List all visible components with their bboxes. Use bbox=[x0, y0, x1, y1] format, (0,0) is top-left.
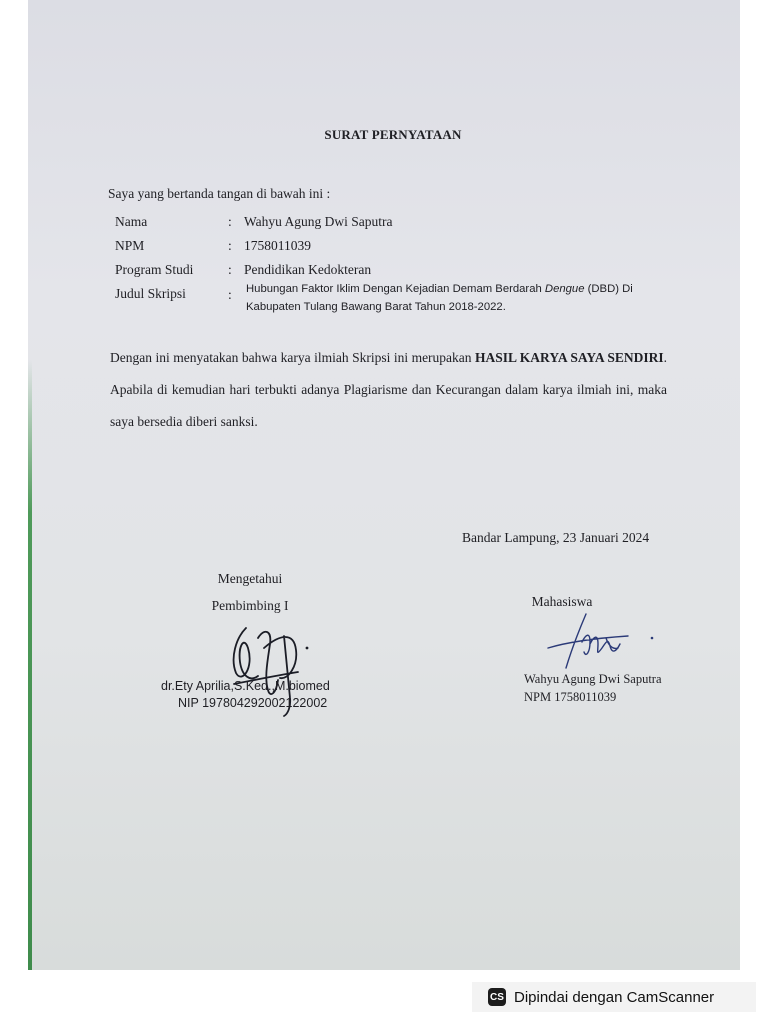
place-date: Bandar Lampung, 23 Januari 2024 bbox=[462, 530, 650, 545]
student-heading: Mahasiswa bbox=[531, 594, 593, 609]
statement-bold: HASIL KARYA SAYA SENDIRI bbox=[475, 350, 664, 365]
judul-text-part2: (DBD) Di Kabupaten Tulang Bawang Barat Tahun 2018-2022. bbox=[246, 283, 633, 313]
camscanner-logo-icon: CS bbox=[488, 988, 506, 1006]
camscanner-label: Dipindai dengan CamScanner bbox=[514, 988, 715, 1006]
camscanner-watermark bbox=[472, 982, 756, 1012]
field-value-npm: 1758011039 bbox=[244, 238, 311, 253]
page-edge-shadow bbox=[28, 360, 32, 970]
field-colon: : bbox=[228, 262, 232, 277]
supervisor-heading-pembimbing: Pembimbing I bbox=[211, 598, 289, 613]
field-colon: : bbox=[228, 238, 232, 253]
field-label-program-studi: Program Studi bbox=[115, 262, 194, 277]
field-value-judul-skripsi bbox=[246, 280, 676, 316]
field-label-nama: Nama bbox=[115, 214, 148, 229]
field-label-judul-skripsi: Judul Skripsi bbox=[115, 286, 186, 301]
statement-part2: . Apabila di kemudian hari terbukti adanya Plagiarisme dan Kecurangan dalam karya ilmiah ini, maka saya bersedia diberi sanksi. bbox=[110, 350, 667, 429]
judul-text-part1: Hubungan Faktor Iklim Dengan Kejadian Demam Berdarah bbox=[246, 283, 545, 295]
supervisor-nip: NIP 197804292002122002 bbox=[178, 696, 328, 710]
student-signature bbox=[542, 608, 662, 678]
field-label-npm: NPM bbox=[115, 238, 145, 253]
field-colon: : bbox=[228, 287, 232, 302]
supervisor-heading-mengetahui: Mengetahui bbox=[217, 571, 283, 586]
judul-text-italic: Dengue bbox=[544, 283, 585, 295]
supervisor-name: dr.Ety Aprilia,S.Ked.,M.biomed bbox=[161, 679, 330, 693]
intro-text: Saya yang bertanda tangan di bawah ini : bbox=[108, 186, 331, 201]
statement-paragraph bbox=[110, 342, 667, 438]
field-value-program-studi: Pendidikan Kedokteran bbox=[244, 262, 372, 277]
field-colon: : bbox=[228, 214, 232, 229]
statement-part1: Dengan ini menyatakan bahwa karya ilmiah Skripsi ini merupakan bbox=[110, 350, 476, 365]
document-title: SURAT PERNYATAAN bbox=[324, 127, 462, 142]
student-npm: NPM 1758011039 bbox=[524, 690, 617, 704]
field-value-nama: Wahyu Agung Dwi Saputra bbox=[244, 214, 393, 229]
student-name: Wahyu Agung Dwi Saputra bbox=[524, 672, 662, 686]
scanned-page bbox=[28, 0, 740, 970]
